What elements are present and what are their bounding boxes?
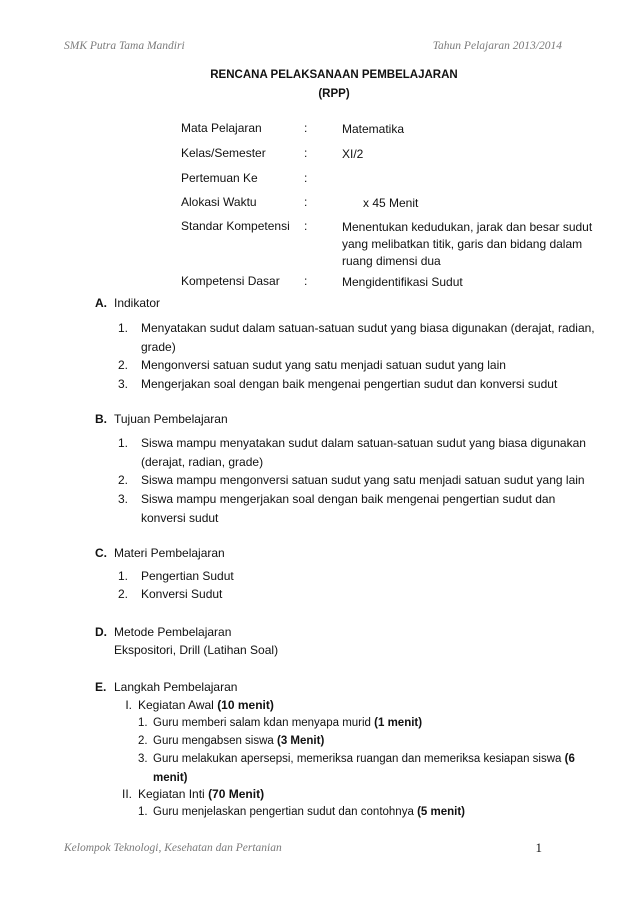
footer-text: Kelompok Teknologi, Kesehatan dan Pertanian (64, 842, 282, 854)
section-title: Materi Pembelajaran (114, 546, 225, 560)
info-value: x 45 Menit (363, 196, 419, 210)
info-colon: : (304, 219, 308, 233)
section-title: Tujuan Pembelajaran (114, 412, 228, 426)
phase-title: Kegiatan Awal (138, 698, 214, 712)
section-title: Langkah Pembelajaran (114, 680, 238, 694)
section-heading-e (95, 680, 237, 694)
doc-title: RENCANA PELAKSANAAN PEMBELAJARAN (210, 69, 458, 81)
info-label: Mata Pelajaran (181, 121, 262, 135)
phase-duration: (70 Menit) (208, 787, 265, 801)
phase-heading (125, 698, 274, 712)
doc-subtitle: (RPP) (318, 88, 350, 100)
info-value: Matematika (342, 122, 405, 136)
section-title: Metode Pembelajaran (114, 625, 232, 639)
info-label: Standar Kompetensi (181, 219, 290, 233)
info-colon: : (304, 121, 308, 135)
phase-title: Kegiatan Inti (138, 787, 205, 801)
section-letter: A. (95, 296, 107, 310)
info-value: Mengidentifikasi Sudut (342, 275, 463, 289)
info-colon: : (304, 171, 308, 185)
section-heading-b (95, 412, 228, 426)
header-year: Tahun Pelajaran 2013/2014 (432, 40, 562, 52)
info-label: Kelas/Semester (181, 146, 266, 160)
section-title: Indikator (114, 296, 161, 310)
info-label: Alokasi Waktu (181, 195, 257, 209)
method-text: Ekspositori, Drill (Latihan Soal) (114, 643, 279, 657)
info-colon: : (304, 146, 308, 160)
info-value: XI/2 (342, 147, 364, 161)
section-letter: D. (95, 625, 107, 639)
info-label: Pertemuan Ke (181, 171, 258, 185)
phase-number: II. (121, 787, 132, 801)
info-value: Menentukan kedudukan, jarak dan besar sudut yang melibatkan titik, garis dan bidang dalam ruang dimensi dua (342, 220, 593, 268)
phase-number: I. (125, 698, 132, 712)
info-label: Kompetensi Dasar (181, 274, 280, 288)
page-number: 1 (535, 840, 542, 855)
phase-heading (121, 787, 265, 801)
info-colon: : (304, 195, 308, 209)
section-heading-d (95, 625, 231, 639)
section-letter: E. (95, 680, 107, 694)
section-letter: B. (95, 412, 107, 426)
section-heading-c (95, 546, 225, 560)
section-letter: C. (95, 546, 107, 560)
info-colon: : (304, 274, 308, 288)
header-school: SMK Putra Tama Mandiri (64, 40, 185, 52)
section-heading-a (95, 296, 160, 310)
phase-duration: (10 menit) (217, 698, 274, 712)
